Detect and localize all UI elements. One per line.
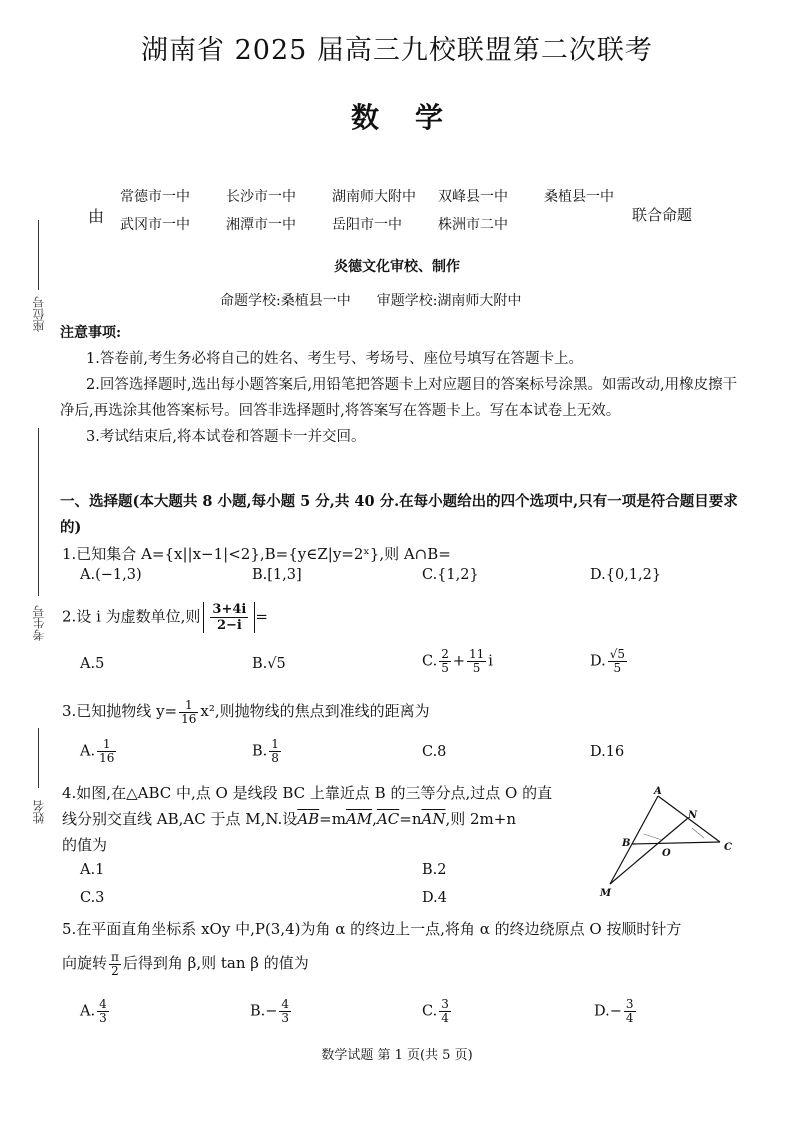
q3-a-num: 1: [97, 738, 116, 752]
q5-b-num: 4: [281, 997, 290, 1011]
school-name: 武冈市一中: [120, 217, 190, 233]
question-1-stem: 1.已知集合 A={x||x−1|<2},B={y∈Z|y=2ˣ},则 A∩B=: [62, 545, 451, 563]
q3-option-c: C.8: [422, 744, 447, 760]
q5-d-label: D.−: [594, 1003, 622, 1020]
q2-denominator: 2−i: [216, 618, 242, 633]
notice-list: [60, 346, 750, 450]
q2-c-num2: 11: [468, 647, 485, 661]
reviewer-school: 审题学校:湖南师大附中: [376, 293, 522, 309]
school-name: 常德市一中: [120, 189, 190, 205]
q2-stem-pre: 2.设 i 为虚数单位,则: [62, 607, 201, 626]
school-row: [120, 214, 650, 242]
q4-comma: ,: [372, 810, 377, 828]
q4-option-d: D.4: [422, 890, 447, 906]
q5-b-label: B.−: [250, 1003, 278, 1020]
label-c: C: [724, 842, 732, 853]
q1-option-b: B.[1,3]: [252, 567, 302, 583]
line-mn: [610, 818, 688, 884]
made-by: 炎德文化审校、制作: [334, 259, 460, 275]
q4-option-a: A.1: [80, 862, 105, 878]
q5-option-c: [422, 998, 453, 1025]
q1-option-d: D.{0,1,2}: [590, 567, 662, 583]
question-4-line2: [62, 806, 516, 832]
q2-c-num1: 2: [441, 647, 449, 661]
margin-line: [38, 428, 39, 596]
joint-proposition: 联合命题: [632, 206, 693, 224]
q4-option-b: B.2: [422, 862, 447, 878]
q3-option-b: [252, 738, 283, 765]
q3-b-label: B.: [252, 743, 268, 760]
q2-numerator: 3+4i: [212, 602, 247, 617]
hatch-mark: [644, 834, 662, 840]
extension-ab: [610, 844, 632, 884]
school-name: 长沙市一中: [226, 189, 296, 205]
school-name: 桑植县一中: [544, 189, 614, 205]
q3-b-num: 1: [271, 737, 279, 751]
q3-option-d: D.16: [590, 744, 625, 760]
q5-pi: π: [111, 949, 119, 964]
q4-line2-post: ,则 2m+n: [445, 810, 517, 828]
question-5-line1: 5.在平面直角坐标系 xOy 中,P(3,4)为角 α 的终边上一点,将角 α 的终边绕原点 O 按顺时针方: [62, 920, 682, 938]
question-4-line3: 的值为: [62, 836, 108, 854]
triangle-figure: [592, 782, 752, 902]
label-a: A: [654, 786, 662, 797]
q4-eq-m: =m: [319, 810, 346, 828]
school-name: 双峰县一中: [438, 189, 508, 205]
question-4-line1: 4.如图,在△ABC 中,点 O 是线段 BC 上靠近点 B 的三等分点,过点 O 的直: [62, 784, 553, 802]
q3-stem-post: x²,则抛物线的焦点到准线的距离为: [200, 702, 430, 720]
segment-bc: [632, 842, 720, 844]
vector-an: $\overline{AN}$: [421, 810, 446, 828]
label-b: B: [622, 838, 631, 849]
vector-am: $\overline{AM}$: [345, 810, 373, 828]
q2-c-label: C.: [422, 653, 438, 670]
seat-label: 座位号: [32, 296, 46, 332]
margin-line: [38, 728, 39, 788]
school-name: 湖南师大附中: [332, 189, 416, 205]
q2-c-i: i: [488, 653, 493, 670]
vector-ab: $\overline{AB}$: [297, 810, 320, 828]
school-name: 株洲市二中: [438, 217, 508, 233]
margin-line: [38, 220, 39, 290]
q3-b-den: 8: [271, 751, 279, 765]
q3-stem-num: 1: [179, 699, 198, 713]
label-n: N: [688, 810, 698, 821]
q5-option-d: [594, 998, 638, 1025]
q2-d-num: √5: [609, 647, 625, 661]
q2-option-d: [590, 648, 629, 675]
q2-c-den2: 5: [472, 661, 481, 675]
q5-d-den: 4: [625, 1011, 634, 1025]
q5-c-num: 3: [441, 997, 449, 1011]
q5-line2-pre: 向旋转: [62, 954, 108, 972]
q3-a-den: 16: [99, 751, 115, 765]
q5-option-a: [80, 998, 111, 1025]
notice-item: 2.回答选择题时,选出每小题答案后,用铅笔把答题卡上对应题目的答案标号涂黑。如需改动,用橡皮擦干净后,再选涂其他答案标号。回答非选择题时,将答案写在答题卡上。写在本试卷上无效。: [60, 377, 738, 419]
q5-line2-post: 后得到角 β,则 tan β 的值为: [122, 954, 309, 972]
q5-d-num: 3: [625, 997, 634, 1011]
q3-stem-pre: 3.已知抛物线 y=: [62, 702, 178, 720]
q2-option-a: A.5: [80, 656, 105, 672]
school-name: 湘潭市一中: [226, 217, 296, 233]
q5-option-b: [250, 998, 293, 1025]
label-o: O: [662, 848, 671, 859]
q5-a-num: 4: [99, 997, 107, 1011]
question-5-line2: [62, 950, 309, 978]
school-name: 岳阳市一中: [332, 217, 402, 233]
q3-option-a: [80, 738, 118, 765]
proposer-line: [220, 290, 521, 310]
notice-item: 3.考试结束后,将本试卷和答题卡一并交回。: [86, 429, 366, 445]
q5-b-den: 3: [281, 1011, 290, 1025]
you-label: 由: [88, 207, 105, 226]
question-2-stem: [62, 602, 268, 633]
section-heading: 一、选择题(本大题共 8 小题,每小题 5 分,共 40 分.在每小题给出的四个选项中,只有一项是符合题目要求的): [60, 493, 738, 536]
exam-title: 湖南省 2025 届高三九校联盟第二次联考: [141, 35, 653, 66]
q2-c-den1: 5: [441, 661, 449, 675]
q5-a-den: 3: [99, 1011, 107, 1025]
q5-c-den: 4: [441, 1011, 449, 1025]
q1-option-c: C.{1,2}: [422, 567, 479, 583]
page-footer: 数学试题 第 1 页(共 5 页): [321, 1048, 473, 1063]
vector-ac: $\overline{AC}$: [376, 810, 400, 828]
school-list: [120, 186, 650, 242]
q2-d-label: D.: [590, 653, 606, 670]
q2-c-plus: +: [452, 653, 465, 670]
q2-modulus: [203, 602, 255, 633]
q3-stem-den: 16: [181, 711, 197, 726]
q4-option-c: C.3: [80, 890, 105, 906]
q5-a-label: A.: [80, 1003, 96, 1020]
subject-title: 数学: [350, 101, 479, 134]
school-row: [120, 186, 650, 214]
exam-no-label: 考生号: [32, 605, 46, 641]
q4-eq-n: =n: [399, 810, 422, 828]
q1-option-a: A.(−1,3): [80, 567, 142, 583]
q3-a-label: A.: [80, 743, 96, 760]
segment-ab: [632, 796, 658, 844]
q2-option-b: B.√5: [252, 656, 286, 672]
notice-item: 1.答卷前,考生务必将自己的姓名、考生号、考场号、座位号填写在答题卡上。: [86, 351, 583, 367]
q5-two: 2: [111, 963, 119, 978]
notice-heading: 注意事项:: [60, 325, 122, 341]
q5-c-label: C.: [422, 1003, 438, 1020]
question-3-stem: [62, 698, 430, 726]
q2-d-den: 5: [613, 661, 622, 675]
proposer-school: 命题学校:桑植县一中: [220, 293, 351, 309]
q2-stem-post: =: [255, 607, 268, 626]
name-label: 姓名: [32, 800, 46, 824]
q4-line2-pre: 线分别交直线 AB,AC 于点 M,N.设: [62, 810, 298, 828]
label-m: M: [600, 888, 612, 899]
q2-option-c: [422, 648, 493, 675]
